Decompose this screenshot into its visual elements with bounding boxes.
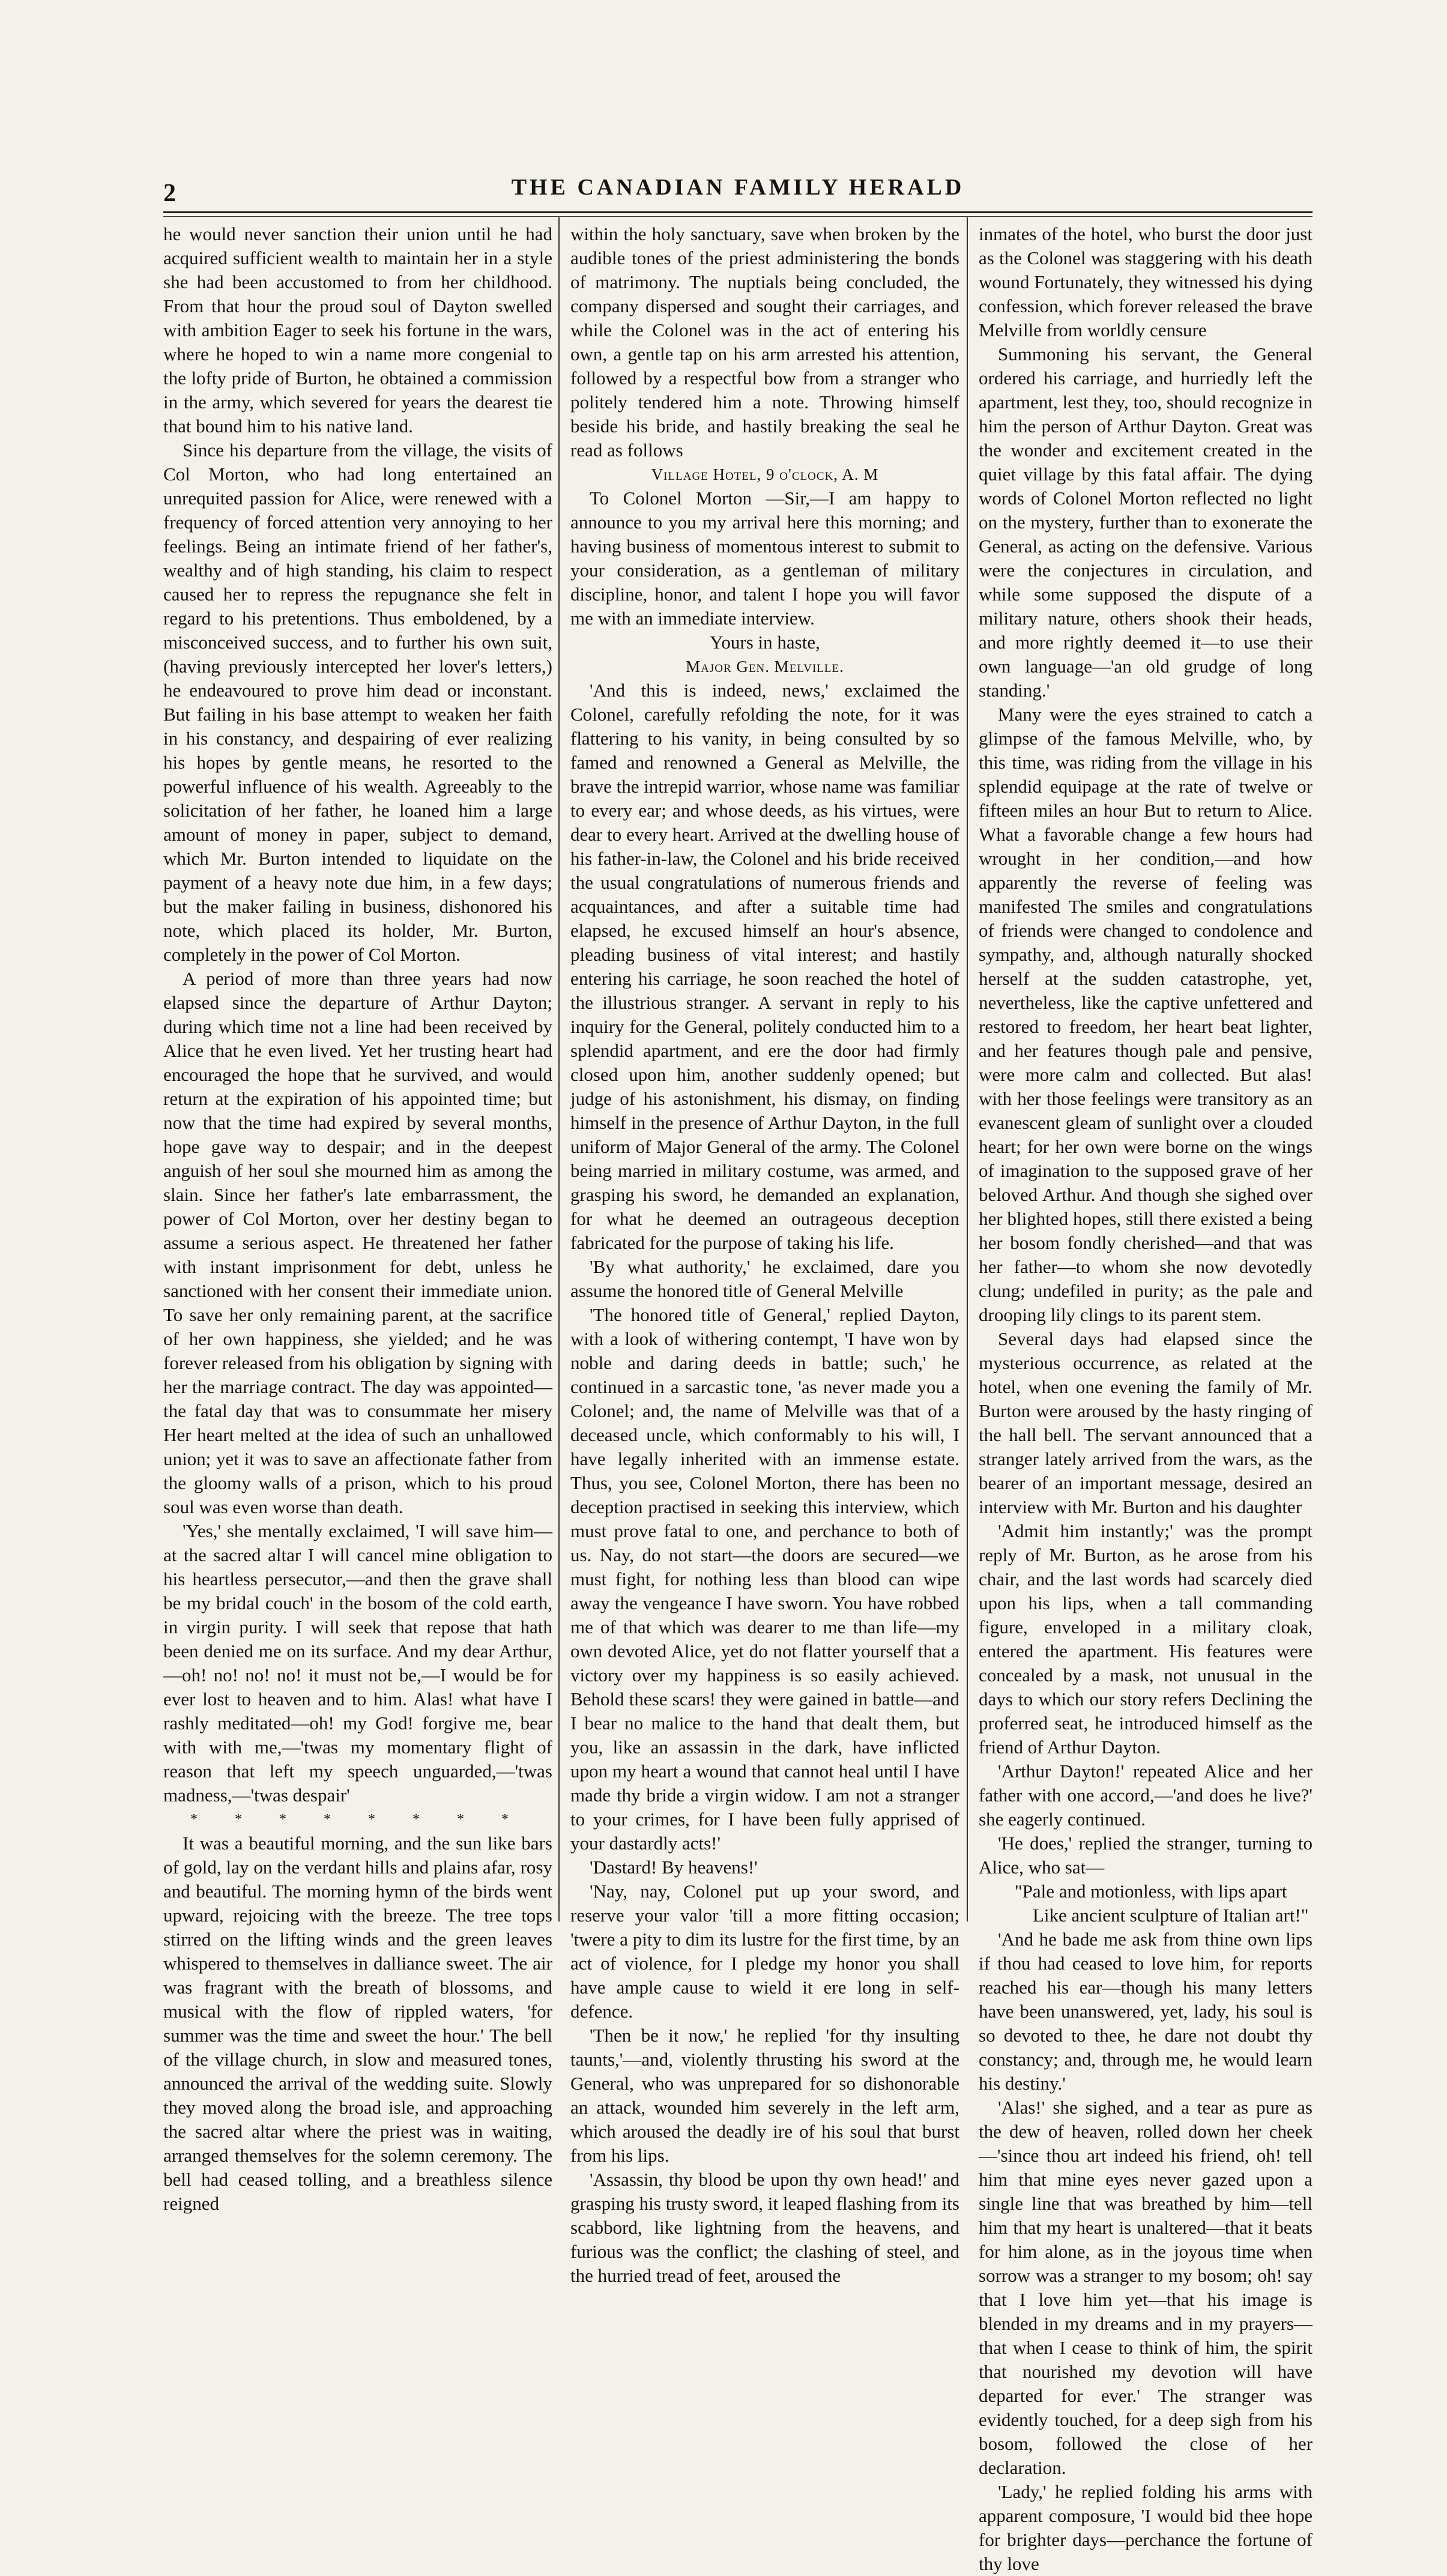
column-3	[979, 222, 1313, 2574]
paragraph: 'Alas!' she sighed, and a tear as pure as the dew of heaven, rolled down her cheek—'since thou art indeed his friend, oh! tell him that mine eyes never gazed upon a single line that was breathed by him—tell him that my heart is unaltered—that it beats for him alone, as in the joyous time when sorrow was a stranger to my bosom; oh! say that I love him yet—that his image is blended in my dreams and in my prayers—that when I cease to think of him, the spirit that nourished my devotion will have departed for ever.' The stranger was evidently touched, for a deep sigh from his bosom, followed the close of her declaration.	[979, 2097, 1313, 2478]
letter-body: To Colonel Morton —Sir,—I am happy to announce to you my arrival here this morning; and having business of momentous interest to submit to your consideration, as a gentleman of military discipline, honor, and talent I hope you will favor me with an immediate interview.	[570, 488, 959, 629]
paragraph: 'Yes,' she mentally exclaimed, 'I will save him—at the sacred altar I will cancel mine obligation to his heartless persecutor,—and then the grave shall be my bridal couch' in the bosom of the cold earth, in virgin purity. I will seek that repose that hath been denied me on its surface. And my dear Arthur,—oh! no! no! no! it must not be,—I would be for ever lost to heaven and to him. Alas! what have I rashly meditated—oh! my God! forgive me, bear with with me,—'twas my momentary flight of reason that left my speech unguarded,—'twas madness,—'twas despair'	[163, 1520, 552, 1806]
page-header	[163, 174, 1313, 216]
paragraph: 'Lady,' he replied folding his arms with apparent composure, 'I would bid thee hope for brighter days—perchance the fortune of thy love	[979, 2481, 1313, 2574]
paragraph: 'Arthur Dayton!' repeated Alice and her father with one accord,—'and does he live?' she eagerly continued.	[979, 1761, 1313, 1830]
paragraph: 'The honored title of General,' replied Dayton, with a look of withering contempt, 'I have won by noble and daring deeds in battle; such,' he continued in a sarcastic tone, 'as never made you a Colonel; and, the name of Melville was that of a deceased uncle, which conformably to his will, I have legally inherited with an immense estate. Thus, you see, Colonel Morton, there has been no deception practised in seeking this interview, which must prove fatal to one, and perchance to both of us. Nay, do not start—the doors are secured—we must fight, for nothing less than blood can wipe away the vengeance I have sworn. You have robbed me of that which was dearer to me than life—my own devoted Alice, yet do not flatter yourself that a victory over my happiness is so easily achieved. Behold these scars! they were gained in battle—and I bear no malice to the hand that dealt them, but you, like an assassin in the dark, have inflicted upon my heart a wound that cannot heal until I have made thy bride a virgin widow. I am not a stranger to your crimes, for I have been fully apprised of your dastardly acts!'	[570, 1304, 959, 1854]
column-divider	[967, 217, 968, 1921]
paragraph: within the holy sanctuary, save when broken by the audible tones of the priest administering the bonds of matrimony. The nuptials being concluded, the company dispersed and sought their carriages, and while the Colonel was in the act of entering his own, a gentle tap on his arm arrested his attention, followed by a respectful bow from a stranger who politely tendered him a note. Throwing himself beside his bride, and hastily breaking the seal he read as follows	[570, 223, 959, 461]
header-rule-thin	[163, 216, 1313, 217]
column-divider	[558, 217, 560, 1921]
paragraph: he would never sanction their union until he had acquired sufficient wealth to maintain her in a style she had been accustomed to from her childhood. From that hour the proud soul of Dayton swelled with ambition Eager to seek his fortune in the wars, where he hoped to win a name more congenial to the lofty pride of Burton, he obtained a commission in the army, which severed for years the dearest tie that bound him to his native land.	[163, 223, 552, 437]
letter-dateline: Village Hotel, 9 o'clock, A. M	[651, 465, 879, 483]
paragraph: A period of more than three years had now elapsed since the departure of Arthur Dayton; during which time not a line had been received by Alice that he even lived. Yet her trusting heart had encouraged the hope that he survived, and would return at the expiration of his appointed time; but now that the time had expired by several months, hope gave way to despair; and in the deepest anguish of her soul she mourned him as among the slain. Since her father's late embarrassment, the power of Col Morton, over her destiny began to assume a serious aspect. He threatened her father with instant imprisonment for debt, unless he sanctioned with her consent their immediate union. To save her only remaining parent, at the sacrifice of her own happiness, she yielded; and he was forever released from his obligation by signing with her the marriage contract. The day was appointed—the fatal day that was to consummate her misery Her heart melted at the idea of such an unhallowed union; yet it was to save an affectionate father from the gloomy walls of a prison, which to his proud soul was even worse than death.	[163, 968, 552, 1517]
masthead-title: THE CANADIAN FAMILY HERALD	[511, 175, 965, 200]
paragraph: It was a beautiful morning, and the sun like bars of gold, lay on the verdant hills and plains afar, rosy and beautiful. The morning hymn of the birds went upward, rejoicing with the breeze. The tree tops stirred on the lifting winds and the green leaves whispered to themselves in dalliance sweet. The air was fragrant with the breath of blossoms, and musical with the flow of rippled waters, 'for summer was the time and sweet the hour.' The bell of the village church, in slow and measured tones, announced the arrival of the wedding suite. Slowly they moved along the broad isle, and approaching the sacred altar where the priest was in waiting, arranged themselves for the solemn ceremony. The bell had ceased tolling, and a breathless silence reigned	[163, 1833, 552, 2214]
letter-signature: Major Gen. Melville.	[686, 658, 844, 676]
paragraph: 'By what authority,' he exclaimed, dare you assume the honored title of General Melville	[570, 1256, 959, 1301]
page-number: 2	[163, 180, 176, 207]
letter-closing: Yours in haste,	[710, 632, 820, 653]
header-rule	[163, 211, 1313, 213]
paragraph: 'And he bade me ask from thine own lips if thou had ceased to love him, for reports reached his ear—though his many letters have been unanswered, yet, lady, his soul is so devoted to thee, he dare not doubt thy constancy; and, through me, he would learn his destiny.'	[979, 1929, 1313, 2094]
column-1	[163, 222, 552, 2214]
paragraph: 'Nay, nay, Colonel put up your sword, and reserve your valor 'till a more fitting occasion; 'twere a pity to dim its lustre for the first time, by an act of violence, for I pledge my honor you shall have ample cause to wield it ere long in self-defence.	[570, 1881, 959, 2022]
verse-line: "Pale and motionless, with lips apart	[1015, 1881, 1287, 1902]
paragraph: Summoning his servant, the General ordered his carriage, and hurriedly left the apartment, lest they, too, should recognize in him the person of Arthur Dayton. Great was the wonder and excitement created in the quiet village by this fatal affair. The dying words of Colonel Morton reflected no light on the mystery, further than to exonerate the General, as acting on the defensive. Various were the conjectures in circulation, and while some supposed the dispute of a military nature, others shook their heads, and more rightly deemed it—to use their own language—'an old grudge of long standing.'	[979, 343, 1313, 701]
verse-line: Like ancient sculpture of Italian art!"	[1033, 1905, 1309, 1926]
paragraph: 'He does,' replied the stranger, turning to Alice, who sat—	[979, 1833, 1313, 1878]
paragraph: 'And this is indeed, news,' exclaimed the Colonel, carefully refolding the note, for it was flattering to his vanity, in being consulted by so famed and renowned a General as Melville, the brave the intrepid warrior, whose name was familiar to every ear; and whose deeds, as his virtues, were dear to every heart. Arrived at the dwelling house of his father-in-law, the Colonel and his bride received the usual congratulations of numerous friends and acquaintances, and after a suitable time had elapsed, he excused himself an hour's absence, pleading business of vital interest; and hastily entering his carriage, he soon reached the hotel of the illustrious stranger. A servant in reply to his inquiry for the General, politely conducted him to a splendid apartment, and ere the door had firmly closed upon him, another suddenly opened; but judge of his astonishment, his dismay, on finding himself in the presence of Arthur Dayton, in the full uniform of Major General of the army. The Colonel being married in military costume, was armed, and grasping his sword, he demanded an explanation, for what he deemed an outrageous deception fabricated for the purpose of taking his life.	[570, 680, 959, 1253]
paragraph: 'Admit him instantly;' was the prompt reply of Mr. Burton, as he arose from his chair, and the last words had scarcely died upon his lips, when a tall commanding figure, enveloped in a military cloak, entered the apartment. His features were concealed by a mask, not unusual in the days to which our story refers Declining the proferred seat, he introduced himself as the friend of Arthur Dayton.	[979, 1520, 1313, 1758]
paragraph: Several days had elapsed since the mysterious occurrence, as related at the hotel, when one evening the family of Mr. Burton were aroused by the hasty ringing of the hall bell. The servant announced that a stranger lately arrived from the wars, as the bearer of an important message, desired an interview with Mr. Burton and his daughter	[979, 1328, 1313, 1517]
paragraph: 'Assassin, thy blood be upon thy own head!' and grasping his trusty sword, it leaped flashing from its scabbord, like lightning from the heavens, and furious was the conflict; the clashing of steel, and the hurried tread of feet, aroused the	[570, 2169, 959, 2286]
paragraph: 'Then be it now,' he replied 'for thy insulting taunts,'—and, violently thrusting his sword at the General, who was unprepared for so dishonorable an attack, wounded him severely in the left arm, which aroused the deadly ire of his soul that burst from his lips.	[570, 2025, 959, 2166]
section-separator: * * * * * * * *	[190, 1812, 525, 1827]
paragraph: Since his departure from the village, the visits of Col Morton, who had long entertained an unrequited passion for Alice, were renewed with a frequency of forced attention very annoying to her feelings. Being an intimate friend of her father's, wealthy and of high standing, his claim to respect caused her to repress the repugnance she felt in regard to his pretentions. Thus emboldened, by a misconceived success, and to further his own suit, (having previously intercepted her lover's letters,) he endeavoured to prove him dead or inconstant. But failing in his base attempt to weaken her faith in his constancy, and despairing of ever realizing his hopes by gentle means, he resorted to the powerful influence of his wealth. Agreeably to the solicitation of her father, he loaned him a large amount of money in paper, subject to demand, which Mr. Burton intended to liquidate on the payment of a heavy note due him, in a few days; but the maker failing in business, dishonored his note, which placed its holder, Mr. Burton, completely in the power of Col Morton.	[163, 440, 552, 965]
paragraph: inmates of the hotel, who burst the door just as the Colonel was staggering with his death wound Fortunately, they witnessed his dying confession, which forever released the brave Melville from worldly censure	[979, 223, 1313, 340]
column-2	[570, 222, 959, 2286]
paragraph: Many were the eyes strained to catch a glimpse of the famous Melville, who, by this time, was riding from the village in his splendid equipage at the rate of twelve or fifteen miles an hour But to return to Alice. What a favorable change a few hours had wrought in her condition,—and how apparently the reverse of feeling was manifested The smiles and congratulations of friends were changed to condolence and sympathy, and, although naturally shocked herself at the sudden catastrophe, yet, nevertheless, like the captive unfettered and restored to freedom, her heart beat lighter, and her features though pale and pensive, were more calm and collected. But alas! with her those feelings were transitory as an evanescent gleam of sunlight over a clouded heart; for her own were borne on the wings of imagination to the supposed grave of her beloved Arthur. And though she sighed over her blighted hopes, still there existed a being her bosom fondly cherished—and that was her father—to whom she now devotedly clung; undefiled in purity; as the pale and drooping lily clings to its parent stem.	[979, 704, 1313, 1325]
paragraph: 'Dastard! By heavens!'	[590, 1857, 758, 1878]
